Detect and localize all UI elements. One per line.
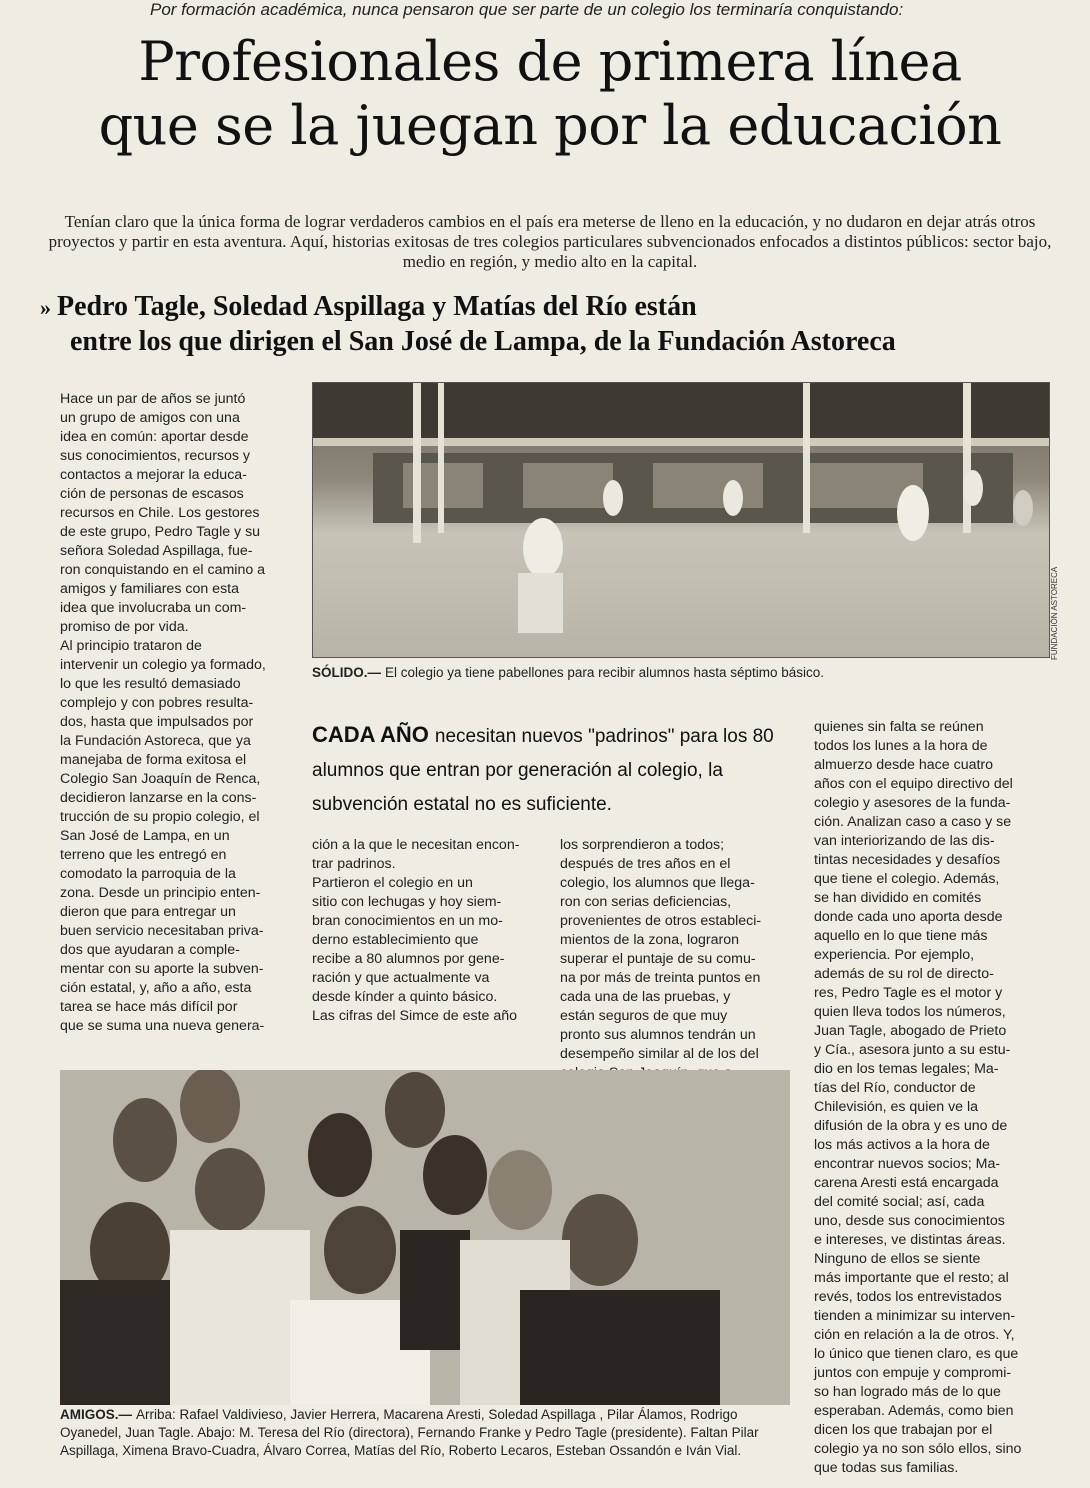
headline bbox=[20, 30, 1080, 158]
column-2: ción a la que le necesitan encon- trar padrinos. Partieron el colegio en un sitio con lechugas y hoy siem- bran conocimientos en un mo- derno establecimiento que recibe a 80 alumnos por gene- ración y que actualmente va desde kínder a quinto básico. Las cifras del Simce de este año bbox=[312, 837, 520, 1024]
photo2-caption bbox=[60, 1406, 790, 1460]
photo-credit: FUNDACIÓN ASTORECA bbox=[1050, 566, 1059, 660]
subheadline-marker: » bbox=[40, 295, 51, 320]
pullquote-lead: CADA AÑO bbox=[312, 722, 429, 747]
pullquote bbox=[312, 718, 797, 822]
subheadline bbox=[40, 290, 1060, 359]
kicker: Por formación académica, nunca pensaron que ser parte de un colegio los terminaría conquistando: bbox=[150, 0, 904, 19]
lead-paragraph: Tenían claro que la única forma de lograr verdaderos cambios en el país era meterse de lleno en la educación, y no dudaron en dejar atrás otros proyectos y partir en esta aventura. Aquí, historias exitosas de tres colegios particulares subvencionados enfocados a distintos públicos: sector bajo, medio en región, y medio alto en la capital. bbox=[48, 212, 1052, 271]
headline-line-2: que se la juegan por la educación bbox=[98, 94, 1002, 157]
photo2-caption-text: Arriba: Rafael Valdivieso, Javier Herrera, Macarena Aresti, Soledad Aspillaga , Pilar Álamos, Rodrigo Oyanedel, Juan Tagle. Abajo: M. Teresa del Río (directora), Fernando Franke y Pedro Tagle (presidente). Faltan Pilar Aspillaga, Ximena Bravo-Cuadra, Álvaro Correa, Matías del Río, Roberto Lecaros, Esteban Ossandón e Iván Vial. bbox=[60, 1407, 759, 1458]
photo-school-courtyard bbox=[312, 382, 1050, 658]
column-4: quienes sin falta se reúnen todos los lunes a la hora de almuerzo desde hace cuatro años con el equipo directivo del colegio y asesores de la funda- ción. Analizan caso a caso y se van interiorizando de las dis- tintas necesidades y desafíos que tiene el colegio. Además, se han dividido en comités donde cada uno aporta desde aquello en lo que tiene más experiencia. Por ejemplo, además de su rol de directo- res, Pedro Tagle es el motor y quien lleva todos los números, Juan Tagle, abogado de Prieto y Cía., asesora junto a su estu- dio en los temas legales; Ma- tías del Río, conductor de Chilevisión, es quien ve la difusión de la obra y es uno de los más activos a la hora de encontrar nuevos socios; Ma- carena Aresti está encargada del comité social; así, cada uno, desde sus conocimientos e intereses, ve distintas áreas. Ninguno de ellos se siente más importante que el resto; al revés, todos los entrevistados tienden a minimizar su interven- ción en relación a la de otros. Y, lo único que tienen claro, es que juntos con empuje y compromi- so han logrado más de lo que esperaban. Además, como bien dicen los que trabajan por el colegio ya no son sólo ellos, sino que todas sus familias. bbox=[814, 719, 1022, 1476]
pullquote-text: necesitan nuevos "padrinos" para los 80 alumnos que entran por generación al colegio, la subvención estatal no es suficiente. bbox=[312, 726, 774, 815]
photo2-caption-label: AMIGOS.— bbox=[60, 1407, 133, 1422]
photo1-caption-label: SÓLIDO.— bbox=[312, 665, 382, 680]
column-3: los sorprendieron a todos; después de tres años en el colegio, los alumnos que llega- ron con serias deficiencias, provenientes de otros estableci- mientos de la zona, lograron superar el puntaje de su comu- na por más de treinta puntos en cada una de las pruebas, y están seguros de que muy pronto sus alumnos tendrán un desempeño similar al de los del bbox=[560, 837, 762, 1062]
group-portrait-illustration bbox=[60, 1070, 790, 1405]
photo-group-portrait bbox=[60, 1070, 790, 1405]
column-1: Hace un par de años se juntó un grupo de amigos con una idea en común: aportar desde sus conocimientos, recursos y contactos a mejorar la educa- ción de personas de escasos recursos en Chile. Los gestores de este grupo, Pedro Tagle y su señora Soledad Aspillaga, fue- ron conquistando en el camino a amigos y familiares con esta idea que involucraba un com- promiso de por vida. Al principio trataron de intervenir un colegio ya formado, lo que les resultó demasiado complejo y con pobres resulta- dos, hasta que impulsados por la Fundación Astoreca, que ya manejaba de forma exitosa el Colegio San Joaquín de Renca, decidieron lanzarse en la cons- trucción de su propio colegio, el San José de Lampa, en un terreno que les entregó en comodato la parroquia de la zona. Desde un principio enten- dieron que para entregar un buen servicio necesitaban priva- dos que ayudaran a comple- mentar con su aporte la subven- ción estatal, y, año a año, esta tarea se hace más difícil por que se suma una nueva genera- bbox=[60, 391, 266, 1034]
subheadline-line-2: entre los que dirigen el San José de Lampa, de la Fundación Astoreca bbox=[70, 326, 896, 357]
schoolyard-illustration bbox=[313, 383, 1049, 657]
subheadline-line-1: Pedro Tagle, Soledad Aspillaga y Matías del Río están bbox=[57, 291, 697, 322]
headline-line-1: Profesionales de primera línea bbox=[138, 30, 962, 93]
photo1-caption-text: El colegio ya tiene pabellones para recibir alumnos hasta séptimo básico. bbox=[385, 665, 825, 680]
photo1-caption bbox=[312, 664, 1052, 682]
